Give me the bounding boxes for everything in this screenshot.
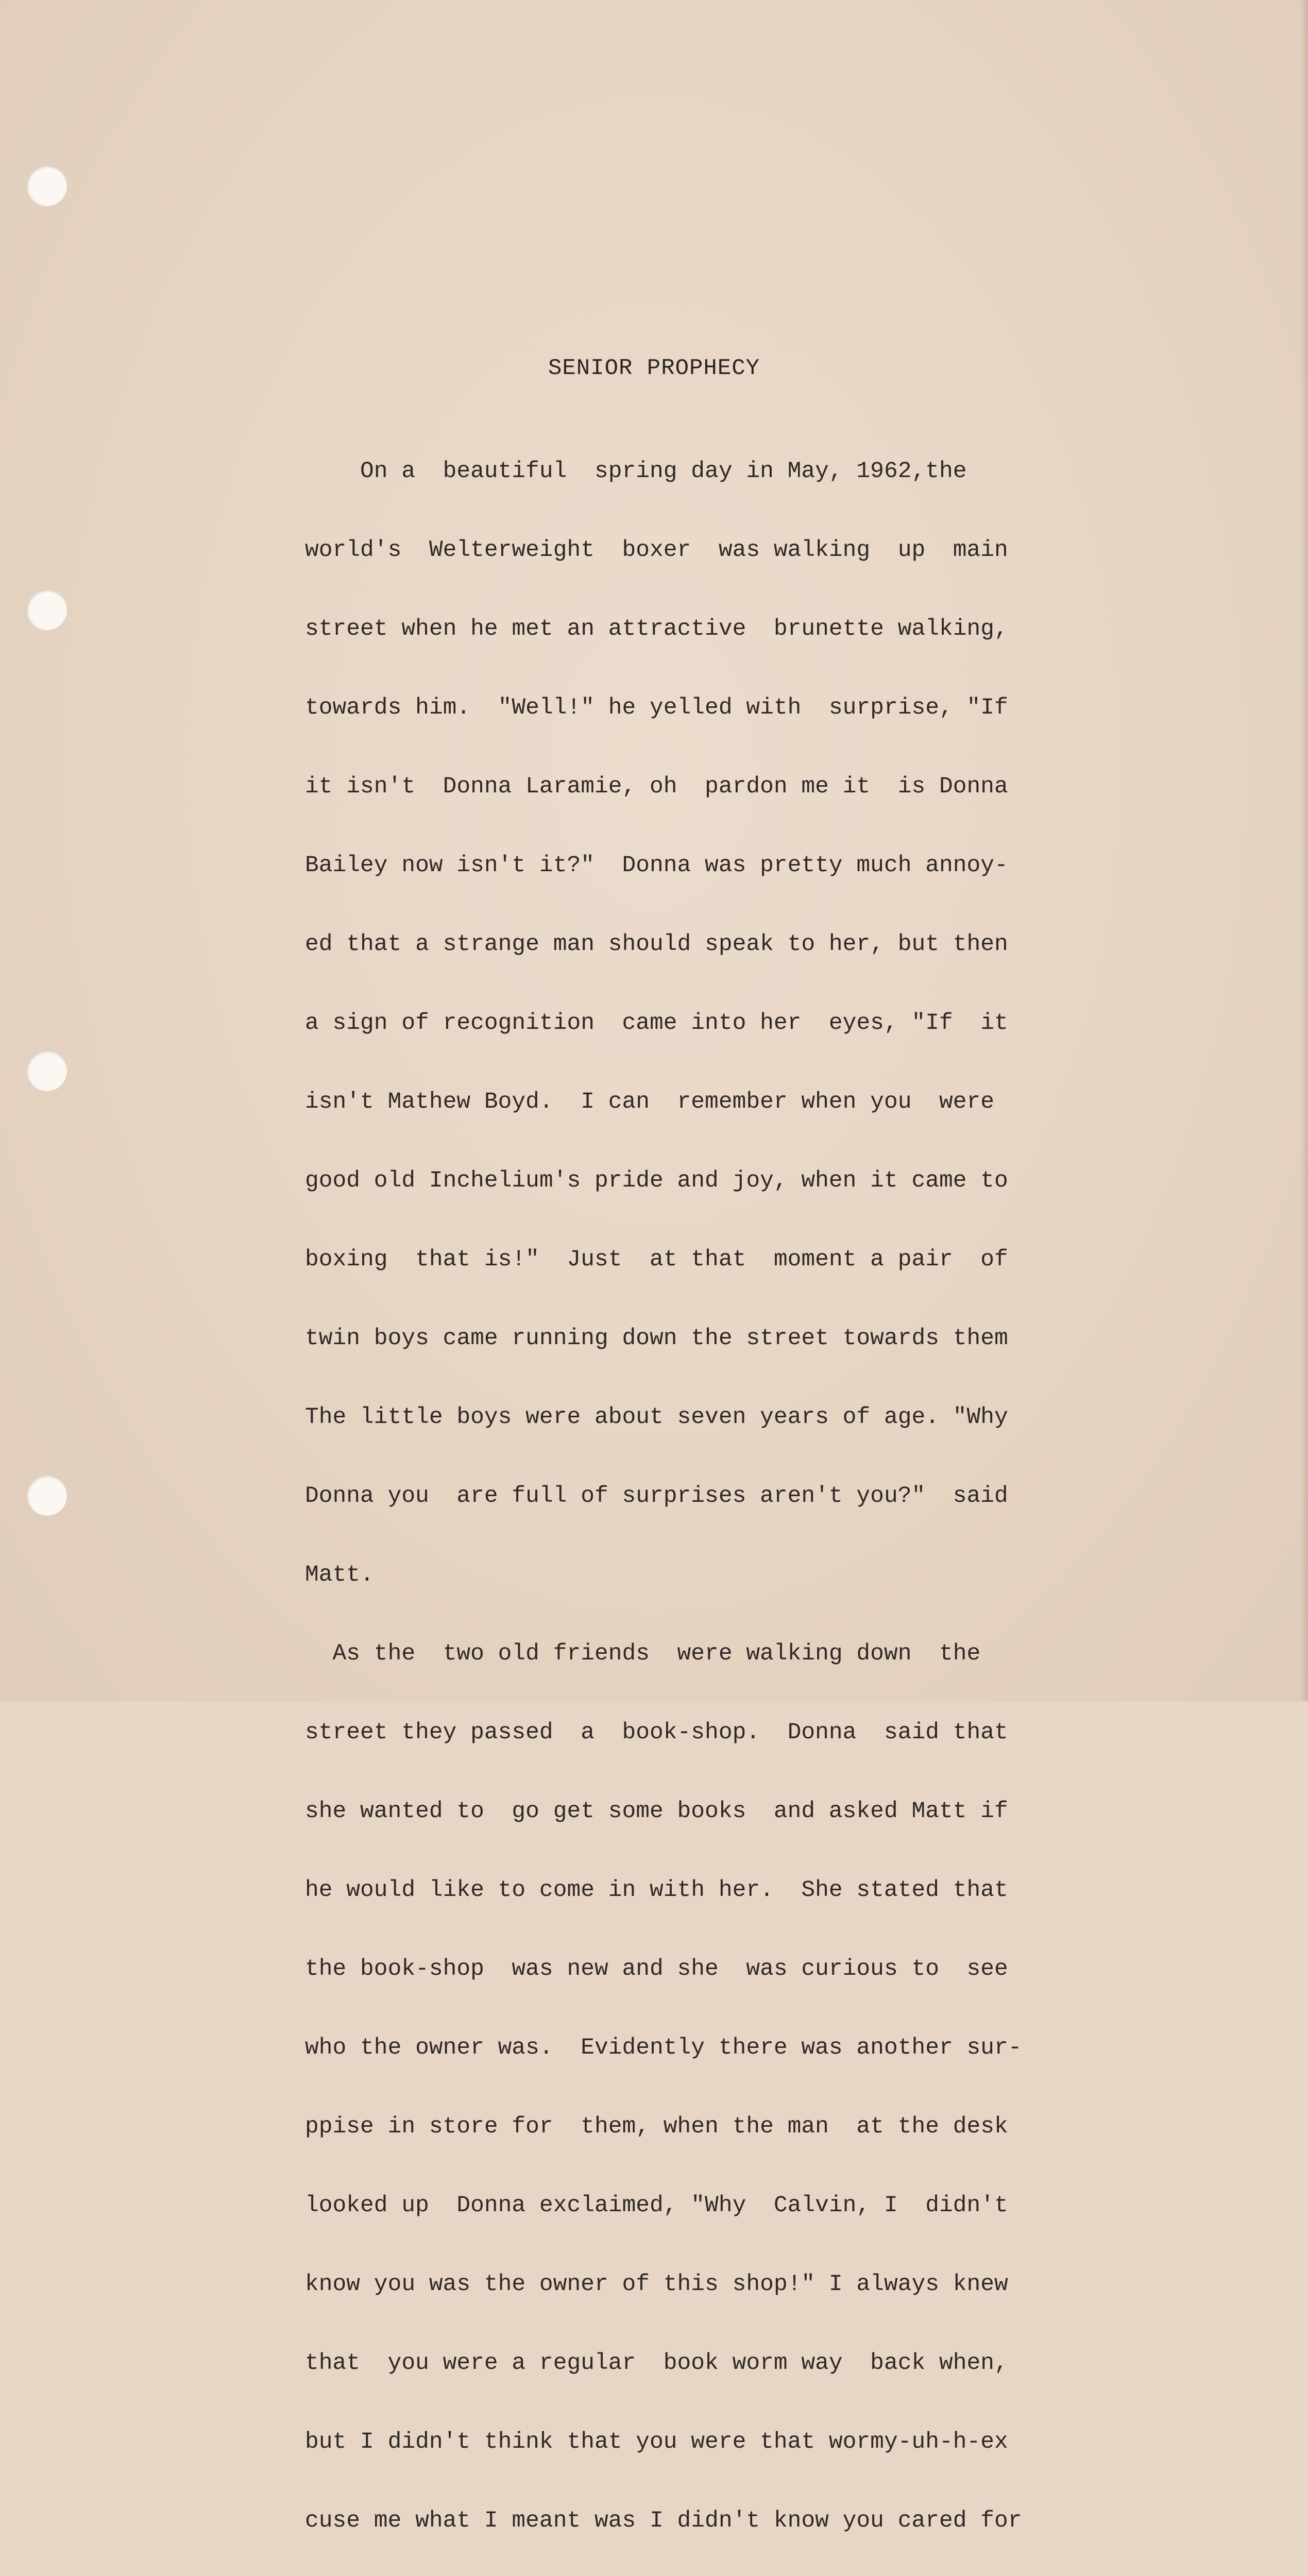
binder-punch-hole bbox=[27, 590, 67, 630]
text-line: towards him. "Well!" he yelled with surprise, "If bbox=[305, 695, 1008, 721]
page-title: SENIOR PROPHECY bbox=[548, 355, 760, 381]
text-line: cuse me what I meant was I didn't know you cared for bbox=[305, 2508, 1022, 2534]
text-line: The little boys were about seven years of age. "Why bbox=[305, 1404, 1008, 1430]
text-line: Donna you are full of surprises aren't you?" said bbox=[305, 1483, 1008, 1509]
text-line: looked up Donna exclaimed, "Why Calvin, I didn't bbox=[305, 2193, 1008, 2218]
prophecy-text bbox=[305, 406, 1109, 2576]
text-line: a sign of recognition came into her eyes, "If it bbox=[305, 1010, 1008, 1036]
text-line: she wanted to go get some books and asked Matt if bbox=[305, 1799, 1008, 1824]
text-line: Bailey now isn't it?" Donna was pretty much annoy- bbox=[305, 853, 1008, 878]
page-edge-shadow bbox=[1301, 0, 1308, 1701]
text-line: the book-shop was new and she was curious to see bbox=[305, 1956, 1008, 1982]
text-line: On a beautiful spring day in May, 1962,the bbox=[305, 459, 967, 484]
text-line: who the owner was. Evidently there was another sur- bbox=[305, 2035, 1022, 2061]
text-line: but I didn't think that you were that wormy-uh-h-ex bbox=[305, 2429, 1008, 2455]
binder-punch-hole bbox=[27, 1476, 67, 1516]
text-line: world's Welterweight boxer was walking up main bbox=[305, 537, 1008, 563]
text-line: that you were a regular book worm way back when, bbox=[305, 2350, 1008, 2376]
text-line: Matt. bbox=[305, 1562, 374, 1588]
text-line: know you was the owner of this shop!" I always knew bbox=[305, 2272, 1008, 2297]
text-line: street when he met an attractive brunette walking, bbox=[305, 616, 1008, 642]
text-line: ppise in store for them, when the man at the desk bbox=[305, 2114, 1008, 2140]
text-line: street they passed a book-shop. Donna said that bbox=[305, 1720, 1008, 1745]
text-line: isn't Mathew Boyd. I can remember when you were bbox=[305, 1089, 995, 1115]
text-line: good old Inchelium's pride and joy, when it came to bbox=[305, 1168, 1008, 1194]
text-line: twin boys came running down the street towards them bbox=[305, 1326, 1008, 1351]
binder-punch-hole bbox=[27, 166, 67, 206]
text-line: it isn't Donna Laramie, oh pardon me it is Donna bbox=[305, 774, 1008, 800]
text-line: boxing that is!" Just at that moment a pair of bbox=[305, 1247, 1008, 1273]
binder-punch-hole bbox=[27, 1051, 67, 1091]
text-line: he would like to come in with her. She stated that bbox=[305, 1877, 1008, 1903]
text-line: ed that a strange man should speak to her, but then bbox=[305, 931, 1008, 957]
text-line: As the two old friends were walking down the bbox=[305, 1641, 981, 1667]
